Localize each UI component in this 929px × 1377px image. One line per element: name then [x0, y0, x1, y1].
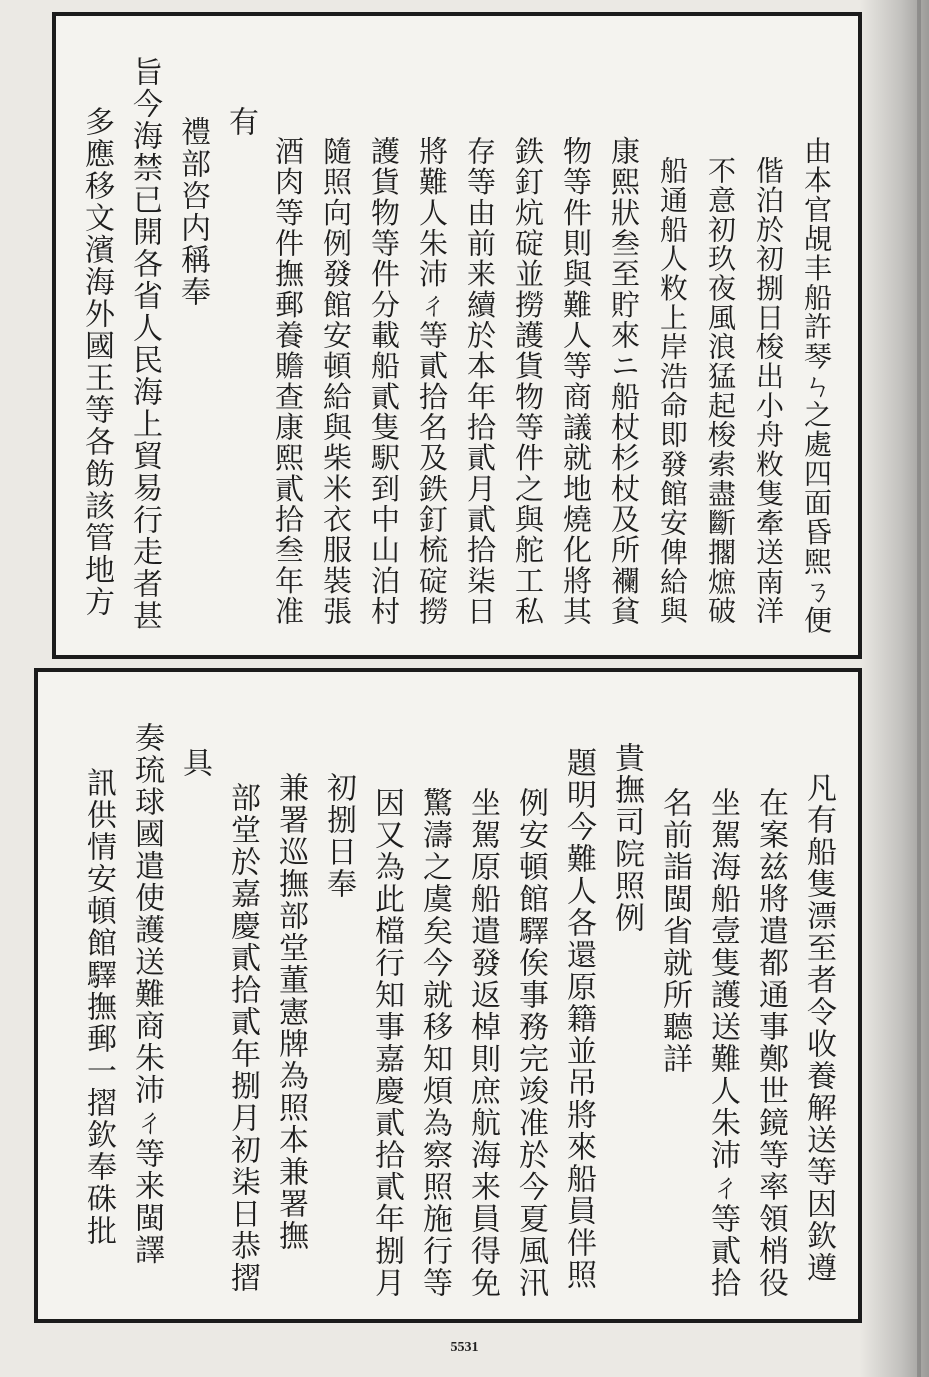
text-column: 隨照向例發館安頓給與柴米衣服裝張	[319, 136, 353, 627]
text-column: 不意初玖夜風浪猛起梭索盡斷擱熫破	[704, 156, 737, 626]
text-column: 康熙狀叁至貯來ニ船杖杉杖及所襴貧	[607, 136, 641, 627]
page-number: 5531	[450, 1340, 479, 1355]
text-column: 禮部咨内稱奉	[175, 116, 210, 308]
text-column: 旨今海禁已開各省人民海上貿易行走者甚	[127, 56, 162, 632]
text-column: 將難人朱沛ㄔ等貳拾名及鉄釘梳碇撈	[415, 136, 449, 627]
text-column: 護貨物等件分載船貳隻駅到中山泊村	[367, 136, 401, 627]
top-document-panel	[52, 12, 862, 659]
text-column: 物等件則與難人等商議就地燒化將其	[559, 136, 593, 627]
text-column: 貴撫司院照例	[609, 742, 644, 934]
text-column: 例安頓館驛俟事務完竣准於今夏風汛	[513, 787, 548, 1299]
text-column: 具	[177, 747, 212, 779]
text-column: 題明今難人各還原籍並吊將來船員伴照	[561, 747, 596, 1291]
text-column: 因又為此檔行知事嘉慶貳拾貳年捌月	[369, 787, 404, 1299]
text-column: 名前詣閩省就所聽詳	[657, 787, 692, 1075]
text-column: 初捌日奉	[321, 772, 356, 900]
text-column: 兼署巡撫部堂董憲牌為照本兼署撫	[273, 772, 308, 1252]
text-column: 驚濤之虞矣今就移知煩為察照施行等	[417, 787, 452, 1299]
text-column: 多應移文濱海外國王等各飭該管地方	[79, 106, 114, 618]
text-column: 存等由前来續於本年拾貳月貳拾柒日	[463, 136, 497, 627]
text-column: 坐駕原船遣發返棹則庶航海来員得免	[465, 787, 500, 1299]
text-column: 凡有船隻漂至者令收養解送等因欽遵	[801, 772, 836, 1284]
text-column: 坐駕海船壹隻護送難人朱沛ㄔ等貳拾	[705, 787, 740, 1299]
text-column: 奏琉球國遣使護送難商朱沛ㄔ等来閩譯	[129, 722, 164, 1266]
bottom-document-panel	[34, 668, 862, 1323]
text-column: 訊供情安頓館驛撫郵一摺欽奉硃批	[81, 767, 116, 1247]
text-column: 酒肉等件撫郵養贍查康熙貳拾叁年准	[271, 136, 305, 627]
text-column: 有	[223, 106, 258, 138]
text-column: 在案兹將遣都通事鄭世鏡等率領梢役	[753, 787, 788, 1299]
text-column: 偕泊於初捌日梭出小舟敉隻牽送南洋	[752, 156, 785, 626]
text-column: 由本官覘丰船許琴ㄣ之處四面昏煕ㄋ便	[800, 136, 833, 635]
text-column: 船通船人敉上岸浩命即發館安俾給與	[656, 156, 689, 626]
page-gutter	[917, 0, 921, 1377]
text-column: 鉄釘炕碇並撈護貨物等件之與舵工私	[511, 136, 545, 627]
text-column: 部堂於嘉慶貳拾貳年捌月初柒日恭摺	[225, 782, 260, 1294]
